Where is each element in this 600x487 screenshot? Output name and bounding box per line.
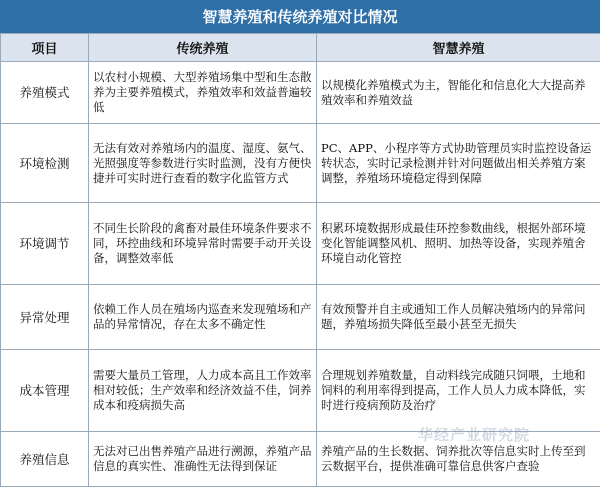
smart-cell: 以规模化养殖模式为主，智能化和信息化大大提高养殖效率和养殖效益 bbox=[317, 62, 600, 124]
header-row bbox=[1, 34, 600, 62]
header-traditional: 传统养殖 bbox=[89, 34, 317, 62]
table-row bbox=[1, 432, 600, 487]
table-row bbox=[1, 124, 600, 203]
smart-cell: 合理规划养殖数量，自动料线完成随只饲喂，土地和饲料的利用率得到提高，工作人员人力成本降低，实时进行疫病预防及治疗 bbox=[317, 350, 600, 432]
traditional-cell: 不同生长阶段的禽畜对最佳环境条件要求不同，环控曲线和环境异常时需要手动开关设备，调整效率低 bbox=[89, 203, 317, 285]
header-item: 项目 bbox=[1, 34, 89, 62]
smart-cell: 养殖产品的生长数据、饲养批次等信息实时上传至到云数据平台，提供准确可靠信息供客户查验 bbox=[317, 432, 600, 487]
row-item: 环境检测 bbox=[1, 124, 89, 203]
table-row bbox=[1, 62, 600, 124]
table-row bbox=[1, 350, 600, 432]
traditional-cell: 需要大量员工管理，人力成本高且工作效率相对较低；生产效率和经济效益不佳，饲养成本和疫病损失高 bbox=[89, 350, 317, 432]
traditional-cell: 无法有效对养殖场内的温度、湿度、氨气、光照强度等参数进行实时监测，没有方便快捷并可实时进行查看的数字化监管方式 bbox=[89, 124, 317, 203]
row-item: 养殖信息 bbox=[1, 432, 89, 487]
traditional-cell: 无法对已出售养殖产品进行溯源，养殖产品信息的真实性、准确性无法得到保证 bbox=[89, 432, 317, 487]
row-item: 养殖模式 bbox=[1, 62, 89, 124]
row-item: 异常处理 bbox=[1, 285, 89, 350]
watermark: 华经产业研究院 bbox=[418, 424, 530, 445]
header-smart: 智慧养殖 bbox=[317, 34, 600, 62]
row-item: 环境调节 bbox=[1, 203, 89, 285]
smart-cell: 有效预警并自主或通知工作人员解决殖场内的异常问题，养殖场损失降低至最小甚至无损失 bbox=[317, 285, 600, 350]
smart-cell: PC、APP、小程序等方式协助管理员实时监控设备运转状态，实时记录检测并针对问题做出相关养殖方案调整，养殖场环境稳定得到保障 bbox=[317, 124, 600, 203]
smart-cell: 积累环境数据形成最佳环控参数曲线，根据外部环境变化智能调整风机、照明、加热等设备，实现养殖舍环境自动化管控 bbox=[317, 203, 600, 285]
table-title: 智慧养殖和传统养殖对比情况 bbox=[0, 0, 600, 33]
table-row bbox=[1, 285, 600, 350]
traditional-cell: 以农村小规模、大型养殖场集中型和生态散养为主要养殖模式，养殖效率和效益普遍较低 bbox=[89, 62, 317, 124]
comparison-table bbox=[0, 33, 600, 487]
table-row bbox=[1, 203, 600, 285]
traditional-cell: 依赖工作人员在殖场内巡查来发现殖场和产品的异常情况，存在太多不确定性 bbox=[89, 285, 317, 350]
row-item: 成本管理 bbox=[1, 350, 89, 432]
